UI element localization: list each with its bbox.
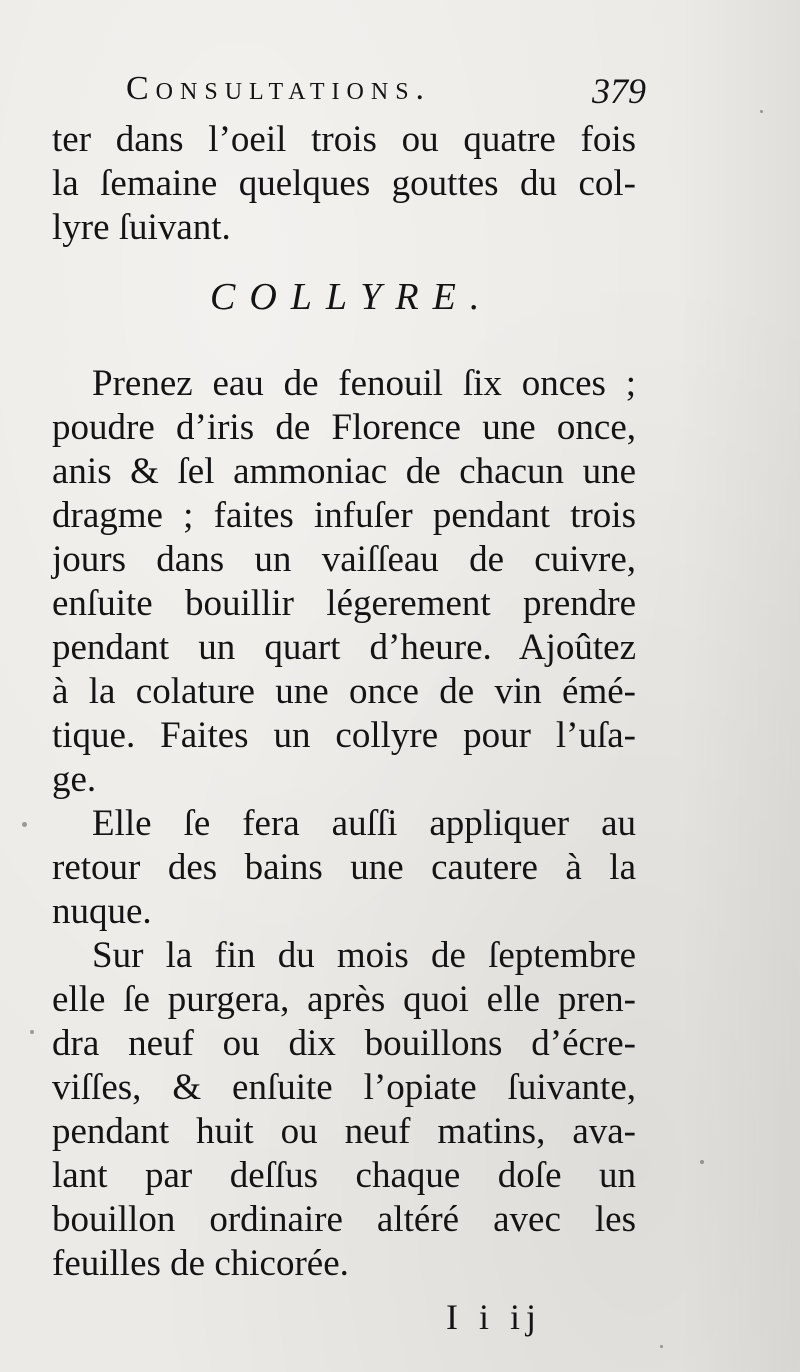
text-line: Elle ſe fera auſſi appliquer au — [92, 803, 636, 844]
text-line: Sur la fin du mois de ſeptembre — [92, 935, 636, 976]
text-line: nuque. — [52, 891, 152, 932]
ink-speck — [30, 1030, 34, 1034]
running-header — [126, 70, 646, 120]
text-line: elle ſe purgera, après quoi elle pren- — [52, 979, 636, 1020]
ink-speck — [22, 822, 27, 827]
ink-speck — [700, 1160, 704, 1164]
text-line: lant par deſſus chaque doſe un — [52, 1155, 636, 1196]
text-line: dra neuf ou dix bouillons d’écre- — [52, 1023, 636, 1064]
text-line: la ſemaine quelques gouttes du col- — [52, 163, 636, 204]
text-line: feuilles de chicorée. — [52, 1243, 349, 1284]
ink-speck — [760, 110, 763, 113]
text-line: viſſes, & enſuite l’opiate ſuivante, — [52, 1067, 636, 1108]
text-line: ter dans l’oeil trois ou quatre fois — [52, 119, 636, 160]
text-line: bouillon ordinaire altéré avec les — [52, 1199, 636, 1240]
text-line: lyre ſuivant. — [52, 207, 231, 248]
text-line: Prenez eau de fenouil ſix onces ; — [92, 363, 636, 404]
text-line: ge. — [52, 759, 97, 800]
page-edge-shadow — [680, 0, 800, 1372]
text-line: pendant un quart d’heure. Ajoûtez — [52, 627, 636, 668]
text-line: jours dans un vaiſſeau de cuivre, — [52, 539, 636, 580]
text-line: retour des bains une cautere à la — [52, 847, 636, 888]
signature-mark: I i ij — [446, 1297, 542, 1337]
text-line: à la colature une once de vin émé- — [52, 671, 636, 712]
page-number: 379 — [592, 71, 646, 111]
text-line: dragme ; faites infuſer pendant trois — [52, 495, 636, 536]
ink-speck — [660, 1345, 663, 1348]
text-line: anis & ſel ammoniac de chacun une — [52, 451, 636, 492]
section-heading: COLLYRE. — [210, 276, 494, 318]
text-line: tique. Faites un collyre pour l’uſa- — [52, 715, 636, 756]
text-line: poudre d’iris de Florence une once, — [52, 407, 636, 448]
text-line: pendant huit ou neuf matins, ava- — [52, 1111, 636, 1152]
running-title: Consultations. — [126, 70, 432, 107]
text-line: enſuite bouillir légerement prendre — [52, 583, 636, 624]
